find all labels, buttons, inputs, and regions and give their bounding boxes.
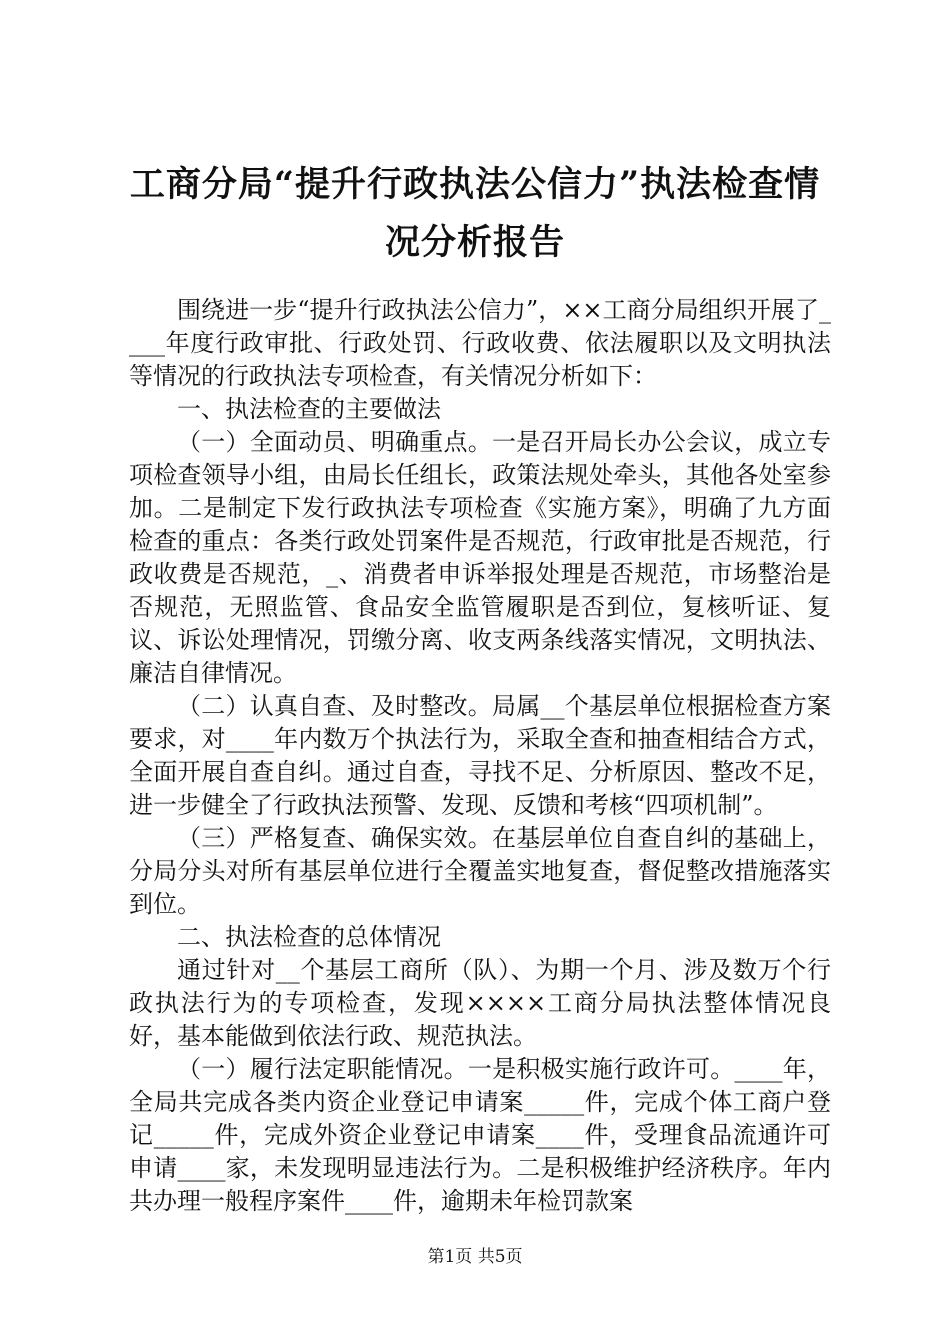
section-heading-1: 一、执法检查的主要做法 bbox=[177, 395, 441, 423]
paragraph-2-1: （一）履行法定职能情况。一是积极实施行政许可。____年，全局共完成各类内资企业登记申请案_____件，完成个体工商户登记_____件，完成外资企业登记申请案____件，受理食品流通许可申请____家，未发现明显违法行为。二是积极维护经济秩序。年内共办理一般程序案件____件，逾期未年检罚款案 bbox=[129, 1055, 831, 1215]
section-heading-2: 二、执法检查的总体情况 bbox=[177, 923, 441, 951]
document-body bbox=[129, 294, 831, 1218]
document-title-line-1: 工商分局“提升行政执法公信力”执法检查情 bbox=[129, 164, 821, 205]
paragraph-1-3: （三）严格复查、确保实效。在基层单位自查自纠的基础上，分局分头对所有基层单位进行全覆盖实地复查，督促整改措施落实到位。 bbox=[129, 824, 831, 918]
document-title-line-2: 况分析报告 bbox=[384, 222, 565, 263]
paragraph-1-2: （二）认真自查、及时整改。局属__个基层单位根据检查方案要求，对____年内数万个执法行为，采取全查和抽查相结合方式，全面开展自查自纠。通过自查，寻找不足、分析原因、整改不足，进一步健全了行政执法预警、发现、反馈和考核“四项机制”。 bbox=[129, 692, 831, 819]
page-number-footer: 第1页 共5页 bbox=[427, 1247, 523, 1267]
paragraph-intro: 围绕进一步“提升行政执法公信力”，××工商分局组织开展了____年度行政审批、行政处罚、行政收费、依法履职以及文明执法等情况的行政执法专项检查，有关情况分析如下： bbox=[129, 296, 831, 390]
paragraph-2-intro: 通过针对__个基层工商所（队）、为期一个月、涉及数万个行政执法行为的专项检查，发现××××工商分局执法整体情况良好，基本能做到依法行政、规范执法。 bbox=[129, 956, 831, 1050]
paragraph-1-1: （一）全面动员、明确重点。一是召开局长办公会议，成立专项检查领导小组，由局长任组长，政策法规处牵头，其他各处室参加。二是制定下发行政执法专项检查《实施方案》，明确了九方面检查的重点：各类行政处罚案件是否规范，行政审批是否规范，行政收费是否规范，_、消费者申诉举报处理是否规范，市场整治是否规范，无照监管、食品安全监管履职是否到位，复核听证、复议、诉讼处理情况，罚缴分离、收支两条线落实情况，文明执法、廉洁自律情况。 bbox=[129, 428, 831, 687]
